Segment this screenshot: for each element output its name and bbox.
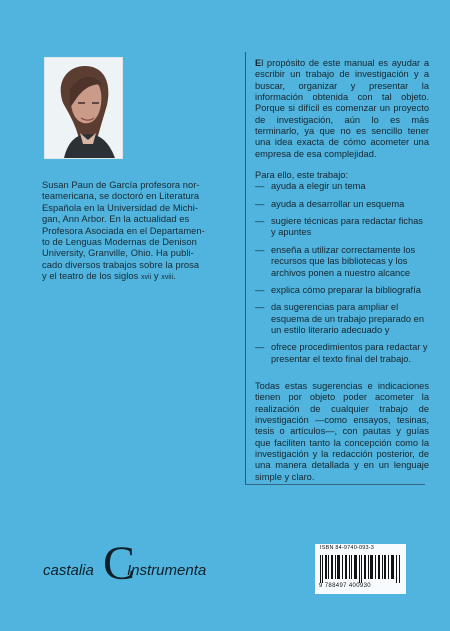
drop-cap: E [255,58,262,68]
bio-line-1: profesora nor- [137,180,200,190]
feature-item: — ayuda a elegir un tema [255,181,429,192]
bio-line-6: to de Lenguas Modernas de Denison [42,237,197,248]
series-initial: C [103,537,136,590]
book-description [255,58,429,483]
barcode-number: 9 788497 400930 [319,583,371,589]
column-divider [245,52,246,484]
isbn-label: ISBN 84-9740-093-3 [320,545,375,551]
paragraph-gap [255,160,429,170]
publisher-name: castalia [43,562,94,579]
features-list [255,181,429,364]
century-1: xvii [140,274,152,282]
paragraph-gap [255,371,429,381]
text-bottom-rule [245,484,425,485]
bio-line-5: Profesora Asociada en el Departamen- [42,225,205,236]
bio-line-3: Española en la Universidad de Michi- [42,202,199,213]
publisher-logo [40,537,240,590]
author-bio-text [42,180,229,284]
author-photo [44,57,123,159]
bio-end: . [173,271,176,282]
feature-item: — ayuda a desarrollar un esquema [255,199,429,210]
description-closing: Todas estas sugerencias e indicaciones tienen por objeto poder acometer la realización de cualquier trabajo de investigación —como ensayos, tesinas, tesis o artículos—, con pautas y guías que faciliten tanto la concepción como la investigación y la redacción posterior, de una manera detallada y en un lenguaje simple y claro. [255,380,429,482]
feature-item: — explica cómo preparar la bibliografía [255,285,429,296]
intro-text: l propósito de este manual es ayudar a escribir un trabajo de investigación y a buscar, organizar y presentar la información obtenida con tal objeto. Porque si difícil es comenzar un proyecto de investigación, aún lo es más terminarlo, ya que no es sencillo tener una idea exacta de cómo acometer una empresa de esa complejidad. [255,58,429,159]
century-join: y [151,271,162,282]
barcode-icon [320,555,401,583]
author-name: Susan Paun de García [42,180,138,190]
list-intro: Para ello, este trabajo: [255,170,349,181]
bio-line-7: University, Granville, Ohio. Ha publi- [42,248,194,259]
description-intro [255,58,429,160]
feature-item: — da sugerencias para ampliar el esquema de un trabajo preparado en un estilo literario adecuado y [255,302,429,336]
author-bio [42,180,229,284]
series-name: Instrumenta [127,562,207,579]
bio-line-8: cado diversos trabajos sobre la prosa [42,259,200,270]
bio-line-9: y el teatro de los siglos [42,271,141,282]
century-2: xviii [161,274,174,282]
feature-item: — ofrece procedimientos para redactar y presentar el texto final del trabajo. [255,342,429,365]
feature-item: — sugiere técnicas para redactar fichas y apuntes [255,216,429,239]
isbn-barcode [315,544,406,594]
bio-line-2: teamericana, se doctoró en Literatura [42,191,200,202]
author-portrait-image [45,58,122,158]
bio-line-4: gan, Ann Arbor. En la actualidad es [42,214,190,225]
feature-item: — enseña a utilizar correctamente los recursos que las bibliotecas y los archivos ponen a nuestro alcance [255,245,429,279]
